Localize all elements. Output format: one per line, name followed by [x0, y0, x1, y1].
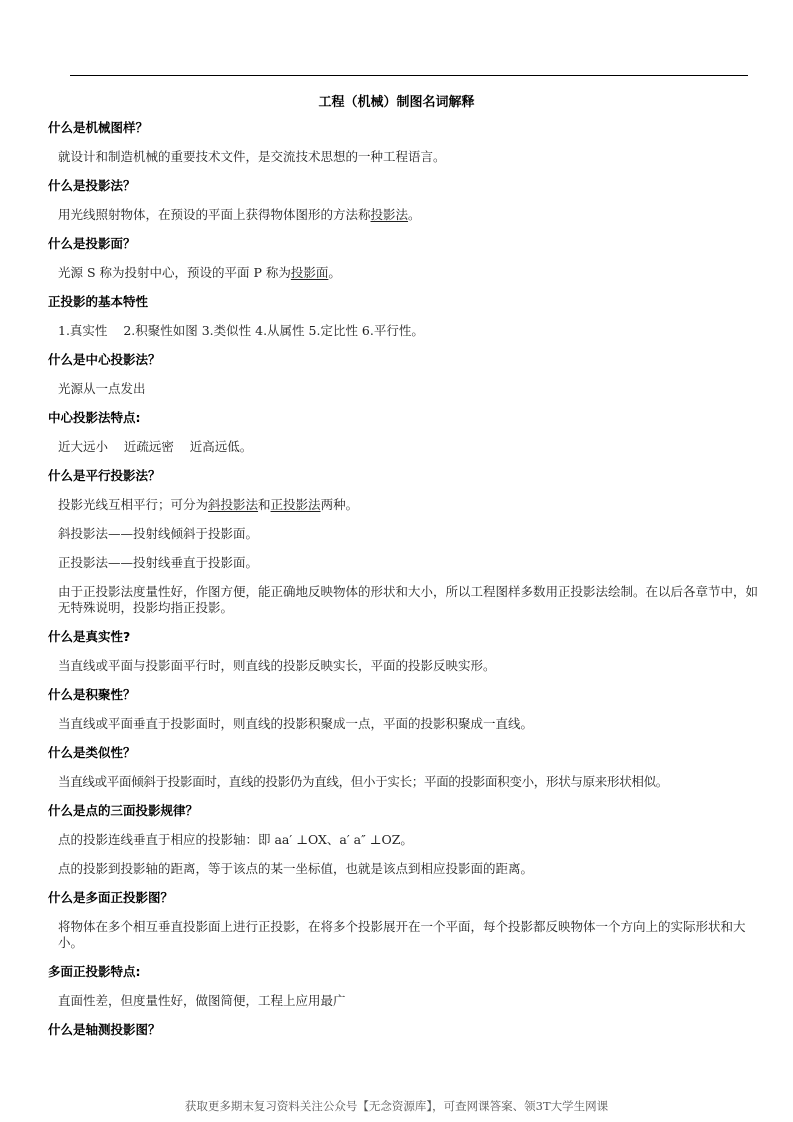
- section-axonometric-projection: [48, 1019, 758, 1041]
- section-mechanical-drawing: [48, 117, 758, 175]
- section-central-projection: [48, 349, 758, 407]
- underlined-term: 投影面: [290, 265, 329, 280]
- paragraph: 当直线或平面与投影面平行时，则直线的投影反映实长，平面的投影反映实形。: [58, 658, 496, 673]
- section-true-shape: [48, 626, 758, 684]
- text: 两种。: [320, 497, 359, 512]
- section-heading: 什么是中心投影法？: [48, 352, 161, 367]
- section-multiview-projection: [48, 887, 758, 961]
- underlined-term: 正投影法: [270, 497, 321, 512]
- underlined-term: 斜投影法: [208, 497, 259, 512]
- header-rule: [70, 75, 748, 76]
- document-body: [48, 117, 758, 1041]
- paragraph: 近大远小 近疏远密 近高远低。: [58, 439, 253, 454]
- section-orthographic-properties: [48, 291, 758, 349]
- paragraph: 正投影法——投射线垂直于投影面。: [58, 555, 259, 570]
- paragraph: [58, 255, 758, 291]
- paragraph: 斜投影法——投射线倾斜于投影面。: [58, 526, 259, 541]
- section-heading: 什么是投影面？: [48, 236, 136, 251]
- section-heading: 什么是机械图样？: [48, 120, 149, 135]
- section-heading: 什么是点的三面投影规律？: [48, 803, 199, 818]
- paragraph: 就设计和制造机械的重要技术文件，是交流技术思想的一种工程语言。: [58, 149, 446, 164]
- section-heading: 什么是多面正投影图？: [48, 890, 174, 905]
- section-heading: 什么是轴测投影图？: [48, 1022, 161, 1037]
- underlined-term: 投影法: [370, 207, 409, 222]
- paragraph: 1.真实性 2.积聚性如图 3.类似性 4.从属性 5.定比性 6.平行性。: [58, 323, 424, 338]
- paragraph: 点的投影到投影轴的距离，等于该点的某一坐标值，也就是该点到相应投影面的距离。: [58, 861, 534, 876]
- section-central-projection-features: [48, 407, 758, 465]
- section-similarity: [48, 742, 758, 800]
- section-parallel-projection: [48, 465, 758, 626]
- footer-note: 获取更多期末复习资料关注公众号【无念资源库】，可查网课答案、领3T大学生网课: [184, 1099, 609, 1113]
- section-projection-plane: [48, 233, 758, 291]
- paragraph: 当直线或平面倾斜于投影面时，直线的投影仍为直线，但小于实长；平面的投影面积变小，形状与原来形状相似。: [58, 774, 669, 789]
- section-heading: 什么是真实性?: [48, 629, 131, 644]
- paragraph: 光源从一点发出: [58, 381, 146, 396]
- paragraph: 由于正投影法度量性好，作图方便，能正确地反映物体的形状和大小，所以工程图样多数用正投影法绘制。在以后各章节中，如无特殊说明，投影均指正投影。: [58, 584, 759, 615]
- text: 。: [408, 207, 421, 222]
- paragraph: 直面性差，但度量性好，做图简便，工程上应用最广: [58, 993, 346, 1008]
- section-heading: 正投影的基本特性: [48, 294, 149, 309]
- paragraph: [58, 197, 758, 233]
- paragraph: 将物体在多个相互垂直投影面上进行正投影，在将多个投影展开在一个平面，每个投影都反映物体一个方向上的实际形状和大小。: [58, 919, 746, 950]
- paragraph: 当直线或平面垂直于投影面时，则直线的投影积聚成一点，平面的投影积聚成一直线。: [58, 716, 534, 731]
- text: 和: [258, 497, 271, 512]
- text: 光源 S 称为投射中心，预设的平面 P 称为: [58, 265, 291, 280]
- section-multiview-features: [48, 961, 758, 1019]
- section-point-projection-rules: [48, 800, 758, 887]
- paragraph: 点的投影连线垂直于相应的投影轴：即 aa′ ⊥OX、a′ a″ ⊥OZ。: [58, 832, 413, 847]
- section-accumulation: [48, 684, 758, 742]
- section-heading: 什么是积聚性？: [48, 687, 136, 702]
- paragraph: [58, 487, 758, 522]
- section-heading: 什么是类似性？: [48, 745, 136, 760]
- section-heading: 中心投影法特点:: [48, 410, 141, 425]
- section-heading: 多面正投影特点:: [48, 964, 141, 979]
- section-heading: 什么是平行投影法？: [48, 468, 161, 483]
- text: 用光线照射物体，在预设的平面上获得物体图形的方法称: [58, 207, 371, 222]
- document-title: 工程（机械）制图名词解释: [318, 95, 475, 110]
- text: 。: [328, 265, 341, 280]
- section-projection-method: [48, 175, 758, 233]
- text: 投影光线互相平行；可分为: [58, 497, 209, 512]
- section-heading: 什么是投影法？: [48, 178, 136, 193]
